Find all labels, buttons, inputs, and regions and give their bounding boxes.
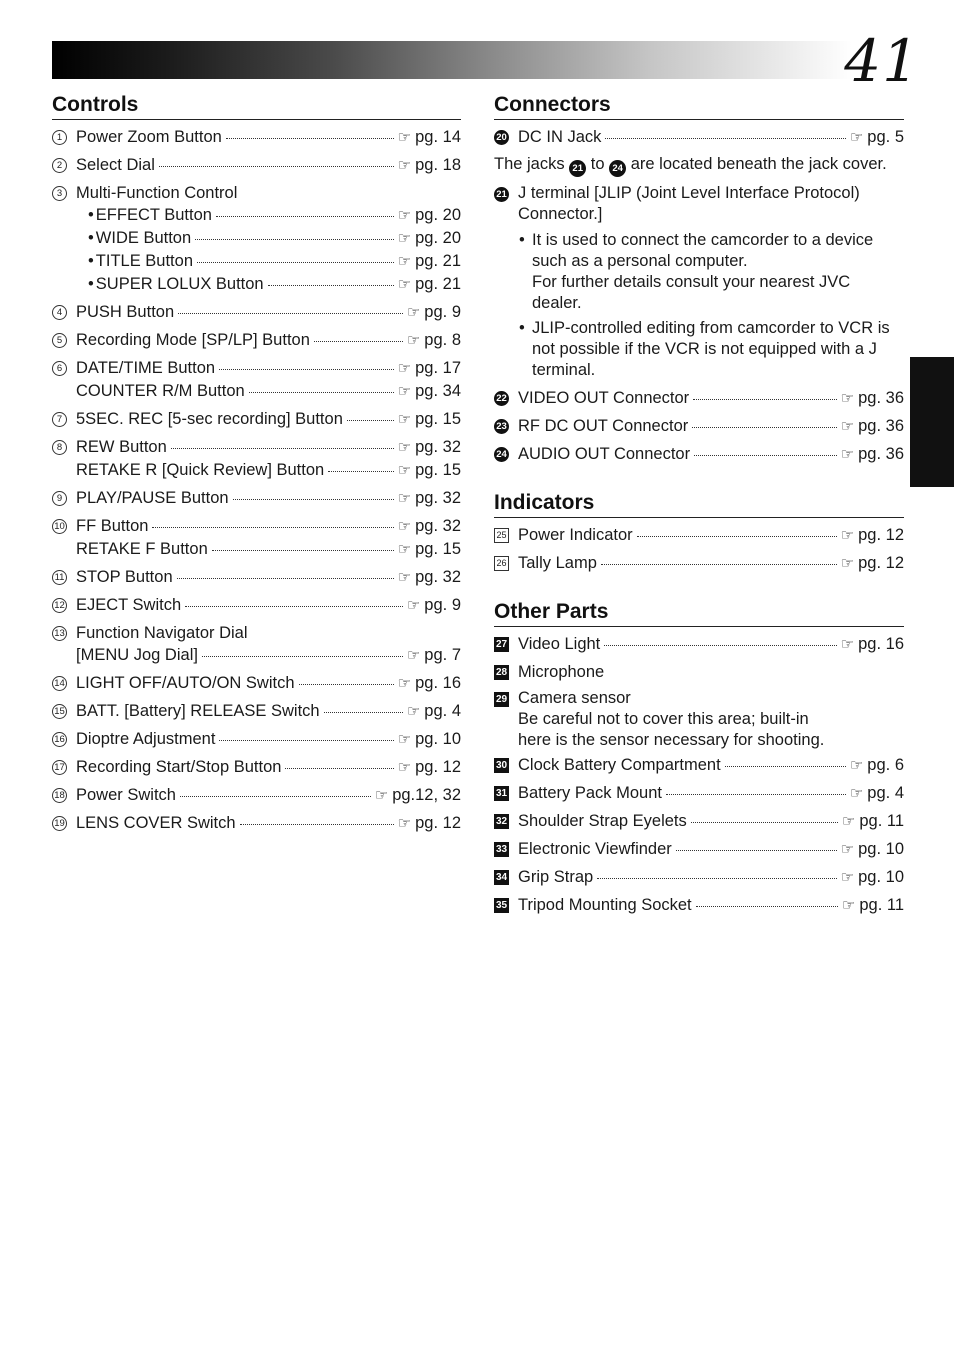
page-reference: pg. 10 [858,868,904,886]
item-label: LENS COVER Switch [76,814,236,832]
page-reference: pg. 11 [859,812,904,830]
page-reference: pg. 32 [415,517,461,535]
list-item [52,515,461,561]
leader-dots [285,767,393,769]
pointing-hand-icon: ☞ [397,815,412,832]
list-item [52,436,461,482]
list-item [52,329,461,352]
item-label: Power Indicator [518,526,633,544]
page-reference: pg. 32 [415,568,461,586]
leader-dots [219,368,394,370]
list-item [494,552,904,575]
item-label: BATT. [Battery] RELEASE Switch [76,702,320,720]
item-number: 21 [569,160,586,177]
page-reference: pg. 9 [424,596,461,614]
jacks-note: The jacks 21 to 24 are located beneath the jack cover. [494,154,904,177]
item-label: VIDEO OUT Connector [518,389,690,407]
item-label: • EFFECT Button [95,206,212,224]
leader-dots [605,137,845,139]
pointing-hand-icon: ☞ [397,276,412,293]
leader-dots [197,261,394,263]
list-item [52,182,461,296]
pointing-hand-icon: ☞ [397,230,412,247]
list-item [494,782,904,805]
page-reference: pg. 21 [415,252,461,270]
leader-dots [178,312,403,314]
leader-dots [637,535,837,537]
page-reference: pg. 9 [424,303,461,321]
item-label: Power Switch [76,786,176,804]
item-number: 22 [494,391,509,406]
page-reference: pg. 15 [415,461,461,479]
item-number: 26 [494,556,509,571]
leader-dots [314,340,403,342]
page-reference: pg. 20 [415,206,461,224]
item-number: 14 [52,676,67,691]
list-item [494,688,904,751]
pointing-hand-icon: ☞ [840,446,855,463]
item-label: 5SEC. REC [5-sec recording] Button [76,410,343,428]
connectors-section [494,92,904,466]
item-label: Grip Strap [518,868,594,886]
page-reference: pg. 12 [415,814,461,832]
pointing-hand-icon: ☞ [397,129,412,146]
page-reference: pg. 15 [415,410,461,428]
pointing-hand-icon: ☞ [397,759,412,776]
right-column [494,92,904,941]
page-reference: pg. 17 [415,359,461,377]
page-reference: pg.12, 32 [392,786,461,804]
item-label: DATE/TIME Button [76,359,216,377]
list-item [52,756,461,779]
item-number: 21 [494,187,509,202]
leader-dots [725,765,846,767]
item-number: 6 [52,361,67,376]
pointing-hand-icon: ☞ [840,527,855,544]
pointing-hand-icon: ☞ [397,731,412,748]
leader-dots [692,426,836,428]
indicators-heading: Indicators [494,490,904,518]
item-label: • WIDE Button [95,229,192,247]
item-label: Tally Lamp [518,554,597,572]
item-label: RETAKE R [Quick Review] Button [76,461,325,479]
item-label: DC IN Jack [518,128,602,146]
page-reference: pg. 32 [415,489,461,507]
item-label: Function Navigator Dial [76,624,248,642]
list-item [494,443,904,466]
list-item [494,633,904,656]
page-reference: pg. 10 [415,730,461,748]
item-label: Tripod Mounting Socket [518,896,692,914]
item-label: Video Light [518,635,601,653]
item-label: [MENU Jog Dial] [76,646,198,664]
page-reference: pg. 15 [415,540,461,558]
other-parts-section [494,599,904,917]
pointing-hand-icon: ☞ [840,636,855,653]
leader-dots [219,739,393,741]
list-item [494,838,904,861]
item-number: 24 [609,160,626,177]
controls-column [52,92,461,859]
pointing-hand-icon: ☞ [841,897,856,914]
page-number: 41 [844,27,920,95]
item-number: 10 [52,519,67,534]
pointing-hand-icon: ☞ [406,597,421,614]
pointing-hand-icon: ☞ [397,518,412,535]
controls-heading: Controls [52,92,461,120]
indicators-section [494,490,904,575]
leader-dots [693,398,837,400]
list-item [494,387,904,410]
leader-dots [324,711,403,713]
pointing-hand-icon: ☞ [849,785,864,802]
pointing-hand-icon: ☞ [397,541,412,558]
list-item [52,728,461,751]
item-label: Electronic Viewfinder [518,840,672,858]
page-reference: pg. 6 [867,756,904,774]
pointing-hand-icon: ☞ [397,439,412,456]
pointing-hand-icon: ☞ [406,332,421,349]
leader-dots [240,823,394,825]
list-item [52,154,461,177]
pointing-hand-icon: ☞ [841,813,856,830]
leader-dots [212,549,394,551]
pointing-hand-icon: ☞ [397,569,412,586]
list-item [52,594,461,617]
list-item [52,672,461,695]
list-item [494,415,904,438]
item-label: Microphone [518,663,605,681]
page-reference: pg. 20 [415,229,461,247]
item-label: LIGHT OFF/AUTO/ON Switch [76,674,295,692]
leader-dots [691,821,838,823]
list-item [52,784,461,807]
page-reference: pg. 4 [867,784,904,802]
pointing-hand-icon: ☞ [840,390,855,407]
item-note: Be careful not to cover this area; built-in [518,710,809,728]
leader-dots [249,391,394,393]
pointing-hand-icon: ☞ [840,418,855,435]
leader-dots [696,905,838,907]
bullet-note: • It is used to connect the camcorder to a device such as a personal computer. For further details consult your nearest JVC dealer. [494,230,904,314]
pointing-hand-icon: ☞ [406,703,421,720]
item-label: Select Dial [76,156,155,174]
other-parts-list [494,754,904,917]
leader-dots [347,419,394,421]
page-reference: pg. 36 [858,445,904,463]
pointing-hand-icon: ☞ [840,869,855,886]
item-label: • SUPER LOLUX Button [95,275,264,293]
item-number: 28 [495,667,508,678]
leader-dots [180,795,371,797]
item-label: RETAKE F Button [76,540,208,558]
item-label: RF DC OUT Connector [518,417,689,435]
pointing-hand-icon: ☞ [406,304,421,321]
controls-list [52,126,461,835]
item-number: 16 [52,732,67,747]
controls-section [52,92,461,835]
connectors-heading: Connectors [494,92,904,120]
item-number: 15 [52,704,67,719]
page-reference: pg. 18 [415,156,461,174]
item-note: here is the sensor necessary for shooting. [518,731,825,749]
leader-dots [676,849,837,851]
leader-dots [202,655,403,657]
item-label: COUNTER R/M Button [76,382,245,400]
item-number: 32 [495,816,508,827]
page-reference: pg. 32 [415,438,461,456]
item-label: Power Zoom Button [76,128,222,146]
item-number: 25 [494,528,509,543]
page-reference: pg. 4 [424,702,461,720]
list-item [494,866,904,889]
item-label: Battery Pack Mount [518,784,662,802]
item-number: 19 [52,816,67,831]
leader-dots [268,284,394,286]
list-item [494,754,904,777]
list-item [494,894,904,917]
item-number: 9 [52,491,67,506]
leader-dots [601,563,837,565]
page-reference: pg. 36 [858,389,904,407]
pointing-hand-icon: ☞ [849,129,864,146]
item-label: Multi-Function Control [76,184,238,202]
list-item [494,183,904,225]
leader-dots [604,644,836,646]
item-label: EJECT Switch [76,596,182,614]
leader-dots [328,470,393,472]
pointing-hand-icon: ☞ [397,490,412,507]
page-reference: pg. 12 [858,554,904,572]
item-number: 4 [52,305,67,320]
item-label: J terminal [JLIP (Joint Level Interface Protocol) Connector.] [518,184,860,223]
leader-dots [597,877,836,879]
item-number: 3 [52,186,67,201]
page-reference: pg. 34 [415,382,461,400]
item-label: PUSH Button [76,303,175,321]
list-item [52,301,461,324]
list-item [494,126,904,149]
item-label: Dioptre Adjustment [76,730,216,748]
leader-dots [171,447,394,449]
page-reference: pg. 16 [415,674,461,692]
connectors-list [494,387,904,466]
item-number: 33 [495,844,508,855]
item-number: 30 [495,760,508,771]
leader-dots [177,577,394,579]
item-number: 11 [52,570,67,585]
item-label: REW Button [76,438,167,456]
pointing-hand-icon: ☞ [840,555,855,572]
item-number: 20 [494,130,509,145]
leader-dots [299,683,394,685]
pointing-hand-icon: ☞ [840,841,855,858]
list-item [52,812,461,835]
page-reference: pg. 12 [415,758,461,776]
pointing-hand-icon: ☞ [397,360,412,377]
item-label: • TITLE Button [95,252,193,270]
page-reference: pg. 7 [424,646,461,664]
item-label: PLAY/PAUSE Button [76,489,229,507]
item-label: Recording Mode [SP/LP] Button [76,331,310,349]
leader-dots [195,238,394,240]
item-label: Recording Start/Stop Button [76,758,282,776]
pointing-hand-icon: ☞ [397,157,412,174]
item-number: 27 [495,639,508,650]
pointing-hand-icon: ☞ [397,411,412,428]
list-item [52,126,461,149]
page-reference: pg. 14 [415,128,461,146]
item-number: 12 [52,598,67,613]
item-number: 31 [495,788,508,799]
item-number: 8 [52,440,67,455]
list-item [52,487,461,510]
page-reference: pg. 16 [858,635,904,653]
leader-dots [694,454,837,456]
other-parts-heading: Other Parts [494,599,904,627]
item-number: 29 [495,694,508,705]
list-item [52,408,461,431]
item-label: Clock Battery Compartment [518,756,721,774]
pointing-hand-icon: ☞ [397,383,412,400]
item-number: 18 [52,788,67,803]
leader-dots [233,498,394,500]
item-label: FF Button [76,517,149,535]
list-item [52,700,461,723]
list-item [52,622,461,667]
pointing-hand-icon: ☞ [849,757,864,774]
leader-dots [226,137,394,139]
item-number: 2 [52,158,67,173]
pointing-hand-icon: ☞ [406,647,421,664]
item-number: 5 [52,333,67,348]
leader-dots [216,215,394,217]
page-reference: pg. 36 [858,417,904,435]
list-item [52,566,461,589]
list-item [494,661,904,683]
leader-dots [152,526,393,528]
page-reference: pg. 21 [415,275,461,293]
item-number: 17 [52,760,67,775]
section-tab [910,357,954,487]
pointing-hand-icon: ☞ [397,675,412,692]
leader-dots [185,605,403,607]
list-item [52,357,461,403]
pointing-hand-icon: ☞ [397,462,412,479]
item-number: 23 [494,419,509,434]
indicators-list [494,524,904,575]
item-number: 34 [495,872,508,883]
pointing-hand-icon: ☞ [374,787,389,804]
page-reference: pg. 12 [858,526,904,544]
page-reference: pg. 11 [859,896,904,914]
header-gradient-bar [52,41,852,79]
page-reference: pg. 10 [858,840,904,858]
item-label: Camera sensor [518,689,631,707]
leader-dots [159,165,394,167]
list-item [494,524,904,547]
bullet-note: • JLIP-controlled editing from camcorder to VCR is not possible if the VCR is not equipped with a J terminal. [494,318,904,381]
list-item [494,810,904,833]
item-label: Shoulder Strap Eyelets [518,812,687,830]
item-label: AUDIO OUT Connector [518,445,691,463]
item-label: STOP Button [76,568,173,586]
pointing-hand-icon: ☞ [397,207,412,224]
item-number: 24 [494,447,509,462]
item-number: 7 [52,412,67,427]
pointing-hand-icon: ☞ [397,253,412,270]
leader-dots [666,793,846,795]
item-number: 1 [52,130,67,145]
item-number: 13 [52,626,67,641]
item-number: 35 [495,900,508,911]
page-reference: pg. 5 [867,128,904,146]
page-reference: pg. 8 [424,331,461,349]
